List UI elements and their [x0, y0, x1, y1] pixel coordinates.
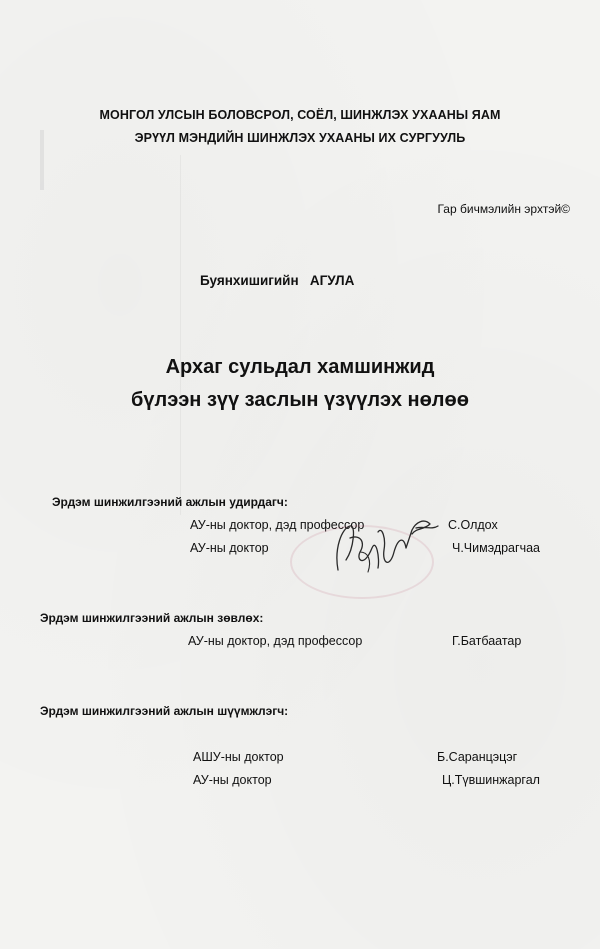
author-patronymic: Буянхишигийн: [200, 273, 299, 288]
advisor-degree: АУ-ны доктор, дэд профессор: [188, 634, 363, 648]
author-given-name: АГУЛА: [309, 273, 355, 288]
advisor-label: Эрдэм шинжилгээний ажлын зөвлөх:: [40, 611, 264, 625]
university-header: ЭРҮҮЛ МЭНДИЙН ШИНЖЛЭХ УХААНЫ ИХ СУРГУУЛЬ: [134, 131, 466, 145]
reviewer-1-name: Б.Саранцэцэг: [437, 750, 518, 764]
ministry-header: МОНГОЛ УЛСЫН БОЛОВСРОЛ, СОЁЛ, ШИНЖЛЭХ УХААНЫ ЯАМ: [99, 108, 501, 122]
supervisor-2-name: Ч.Чимэдрагчаа: [452, 541, 540, 555]
bleed-through-decoration: [180, 155, 381, 515]
copyright-notice: Гар бичмэлийн эрхтэй©: [437, 202, 570, 216]
reviewers-label: Эрдэм шинжилгээний ажлын шүүмжлэгч:: [40, 704, 289, 718]
supervisors-label: Эрдэм шинжилгээний ажлын удирдагч:: [52, 495, 288, 509]
supervisor-1-degree: АУ-ны доктор, дэд профессор: [190, 518, 365, 532]
thesis-title-line-1: Архаг сульдал хамшинжид: [165, 356, 435, 378]
thesis-title-line-2: бүлээн зүү заслын үзүүлэх нөлөө: [131, 389, 469, 411]
advisor-name: Г.Батбаатар: [452, 634, 522, 648]
handwritten-signature: [320, 508, 450, 588]
reviewer-2-name: Ц.Түвшинжаргал: [442, 773, 540, 787]
reviewer-1-degree: АШУ-ны доктор: [193, 750, 284, 764]
author-name: [200, 273, 354, 288]
supervisor-2-degree: АУ-ны доктор: [190, 541, 269, 555]
supervisor-1-name: С.Олдох: [448, 518, 498, 532]
reviewer-2-degree: АУ-ны доктор: [193, 773, 272, 787]
